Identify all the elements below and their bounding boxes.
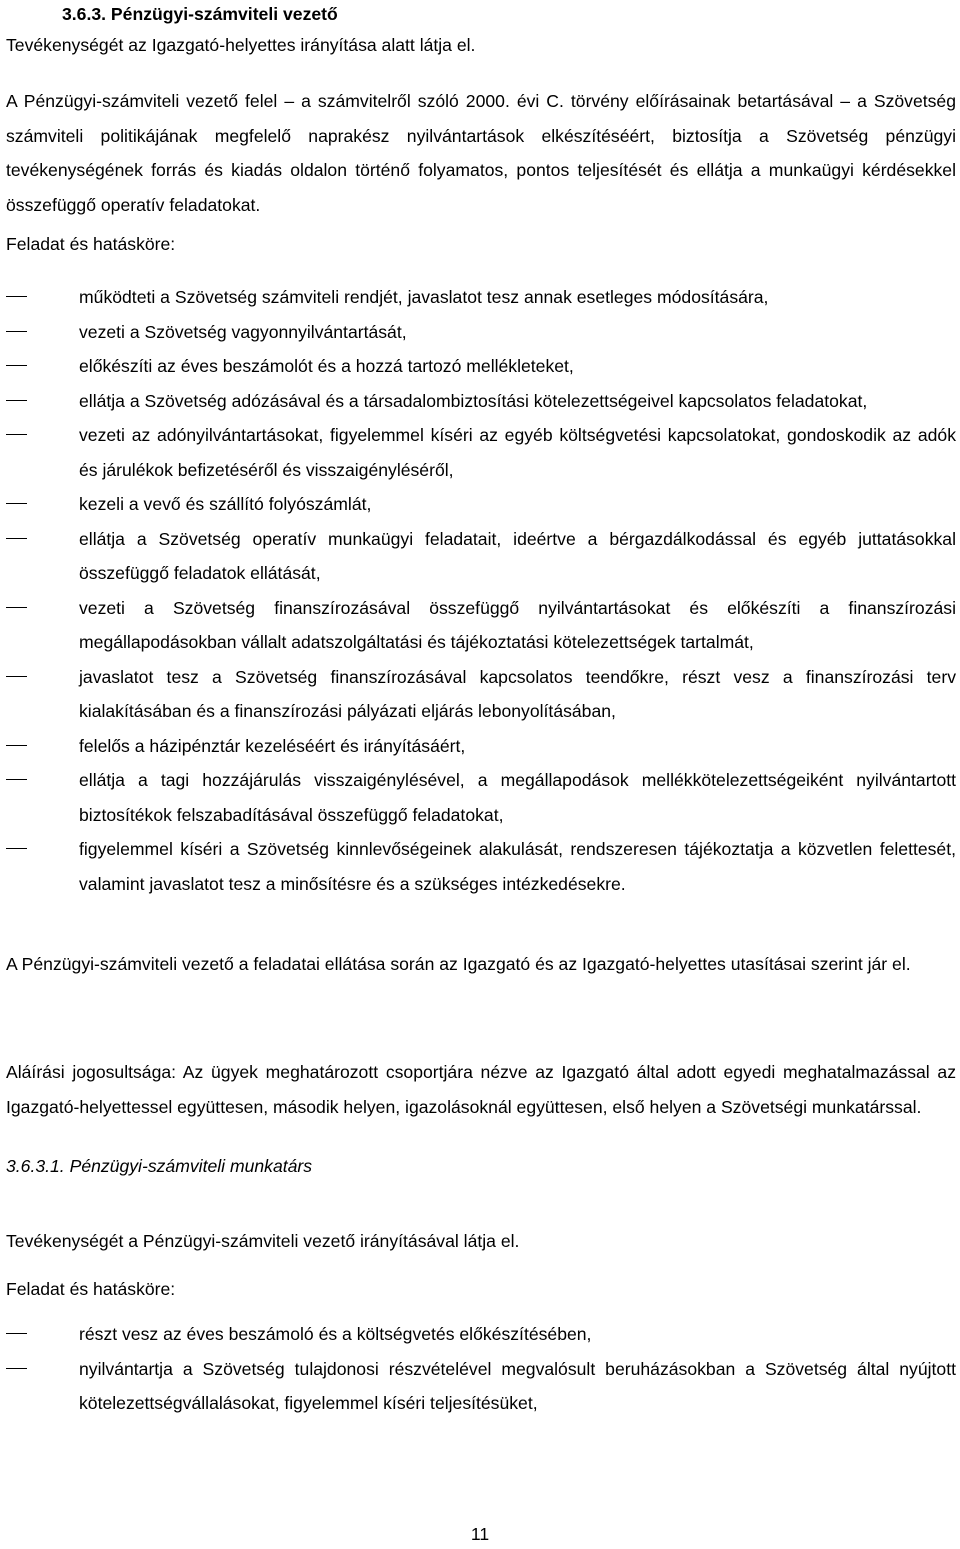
purpose-paragraph: A Pénzügyi-számviteli vezető felel – a számvitelről szóló 2000. évi C. törvény előírásainak betartásával – a Szövetség számviteli politikájának megfelelő naprakész nyilvántartások elkészítéséért, biztosítja a Szövetség pénzügyi tevékenységének forrás és kiadás oldalon történő folyamatos, pontos teljesítését és ellátja a munkaügyi kérdésekkel összefüggő operatív feladatokat. <box>6 91 956 215</box>
list-item: vezeti az adónyilvántartásokat, figyelemmel kíséri az egyéb költségvetési kapcsolatokat, gondoskodik az adók és járulékok befizetéséről és visszaigényléséről, <box>6 418 956 487</box>
dash-bullet-icon <box>6 745 27 746</box>
list-item: vezeti a Szövetség vagyonnyilvántartását, <box>6 315 956 350</box>
list-item: felelős a házipénztár kezeléséért és irányításáért, <box>6 729 956 764</box>
dash-bullet-icon <box>6 365 27 366</box>
list-item: ellátja a tagi hozzájárulás visszaigénylésével, a megállapodások mellékkötelezettségeiként nyilvántartott biztosítékok felszabadításával összefüggő feladatokat, <box>6 763 956 832</box>
subsection-duties-label: Feladat és hatásköre: <box>6 1279 176 1299</box>
dash-bullet-icon <box>6 607 27 608</box>
dash-bullet-icon <box>6 779 27 780</box>
dash-bullet-icon <box>6 331 27 332</box>
subsection-title: Pénzügyi-számviteli munkatárs <box>69 1156 313 1176</box>
dash-bullet-icon <box>6 503 27 504</box>
dash-bullet-icon <box>6 538 27 539</box>
signing-paragraph: Aláírási jogosultsága: Az ügyek meghatározott csoportjára nézve az Igazgató által adott egyedi meghatalmazással az Igazgató-helyettessel együttesen, második helyen, igazolásoknál együttesen, első helyen a Szövetségi munkatárssal. <box>6 1062 956 1117</box>
intro-text: Tevékenységét az Igazgató-helyettes irányítása alatt látja el. <box>6 35 476 55</box>
page-number: 11 <box>470 1524 490 1544</box>
instructions-paragraph: A Pénzügyi-számviteli vezető a feladatai ellátása során az Igazgató és az Igazgató-helyettes utasításai szerint jár el. <box>6 954 911 974</box>
list-item: ellátja a Szövetség operatív munkaügyi feladatait, ideértve a bérgazdálkodással és egyéb juttatásokkal összefüggő feladatok ellátását, <box>6 522 956 591</box>
dash-bullet-icon <box>6 400 27 401</box>
subsection-duties-list <box>6 1317 956 1421</box>
list-item: előkészíti az éves beszámolót és a hozzá tartozó mellékleteket, <box>6 349 956 384</box>
section-number: 3.6.3. <box>62 4 107 24</box>
dash-bullet-icon <box>6 848 27 849</box>
dash-bullet-icon <box>6 296 27 297</box>
list-item: javaslatot tesz a Szövetség finanszírozásával kapcsolatos teendőkre, részt vesz a finanszírozási terv kialakításában és a finanszírozási pályázati eljárás lebonyolításában, <box>6 660 956 729</box>
subsection-number: 3.6.3.1. <box>6 1156 65 1176</box>
duties-list <box>6 280 956 901</box>
dash-bullet-icon <box>6 676 27 677</box>
list-item: vezeti a Szövetség finanszírozásával összefüggő nyilvántartásokat és előkészíti a finanszírozási megállapodásokban vállalt adatszolgáltatási és tájékoztatási kötelezettségek tartalmát, <box>6 591 956 660</box>
subsection-heading <box>6 1149 312 1184</box>
list-item: ellátja a Szövetség adózásával és a társadalombiztosítási kötelezettségeivel kapcsolatos feladatokat, <box>6 384 956 419</box>
list-item: figyelemmel kíséri a Szövetség kinnlevőségeinek alakulását, rendszeresen tájékoztatja a közvetlen felettesét, valamint javaslatot tesz a minősítésre és a szükséges intézkedésekre. <box>6 832 956 901</box>
list-item: részt vesz az éves beszámoló és a költségvetés előkészítésében, <box>6 1317 956 1352</box>
list-item: kezeli a vevő és szállító folyószámlát, <box>6 487 956 522</box>
dash-bullet-icon <box>6 434 27 435</box>
subsection-intro: Tevékenységét a Pénzügyi-számviteli vezető irányításával látja el. <box>6 1231 520 1251</box>
list-item: működteti a Szövetség számviteli rendjét, javaslatot tesz annak esetleges módosítására, <box>6 280 956 315</box>
dash-bullet-icon <box>6 1333 27 1334</box>
duties-label: Feladat és hatásköre: <box>6 234 176 254</box>
list-item: nyilvántartja a Szövetség tulajdonosi részvételével megvalósult beruházásokban a Szövetség által nyújtott kötelezettségvállalásokat, figyelemmel kíséri teljesítésüket, <box>6 1352 956 1421</box>
dash-bullet-icon <box>6 1368 27 1369</box>
section-heading <box>62 2 338 26</box>
section-title: Pénzügyi-számviteli vezető <box>110 4 338 24</box>
